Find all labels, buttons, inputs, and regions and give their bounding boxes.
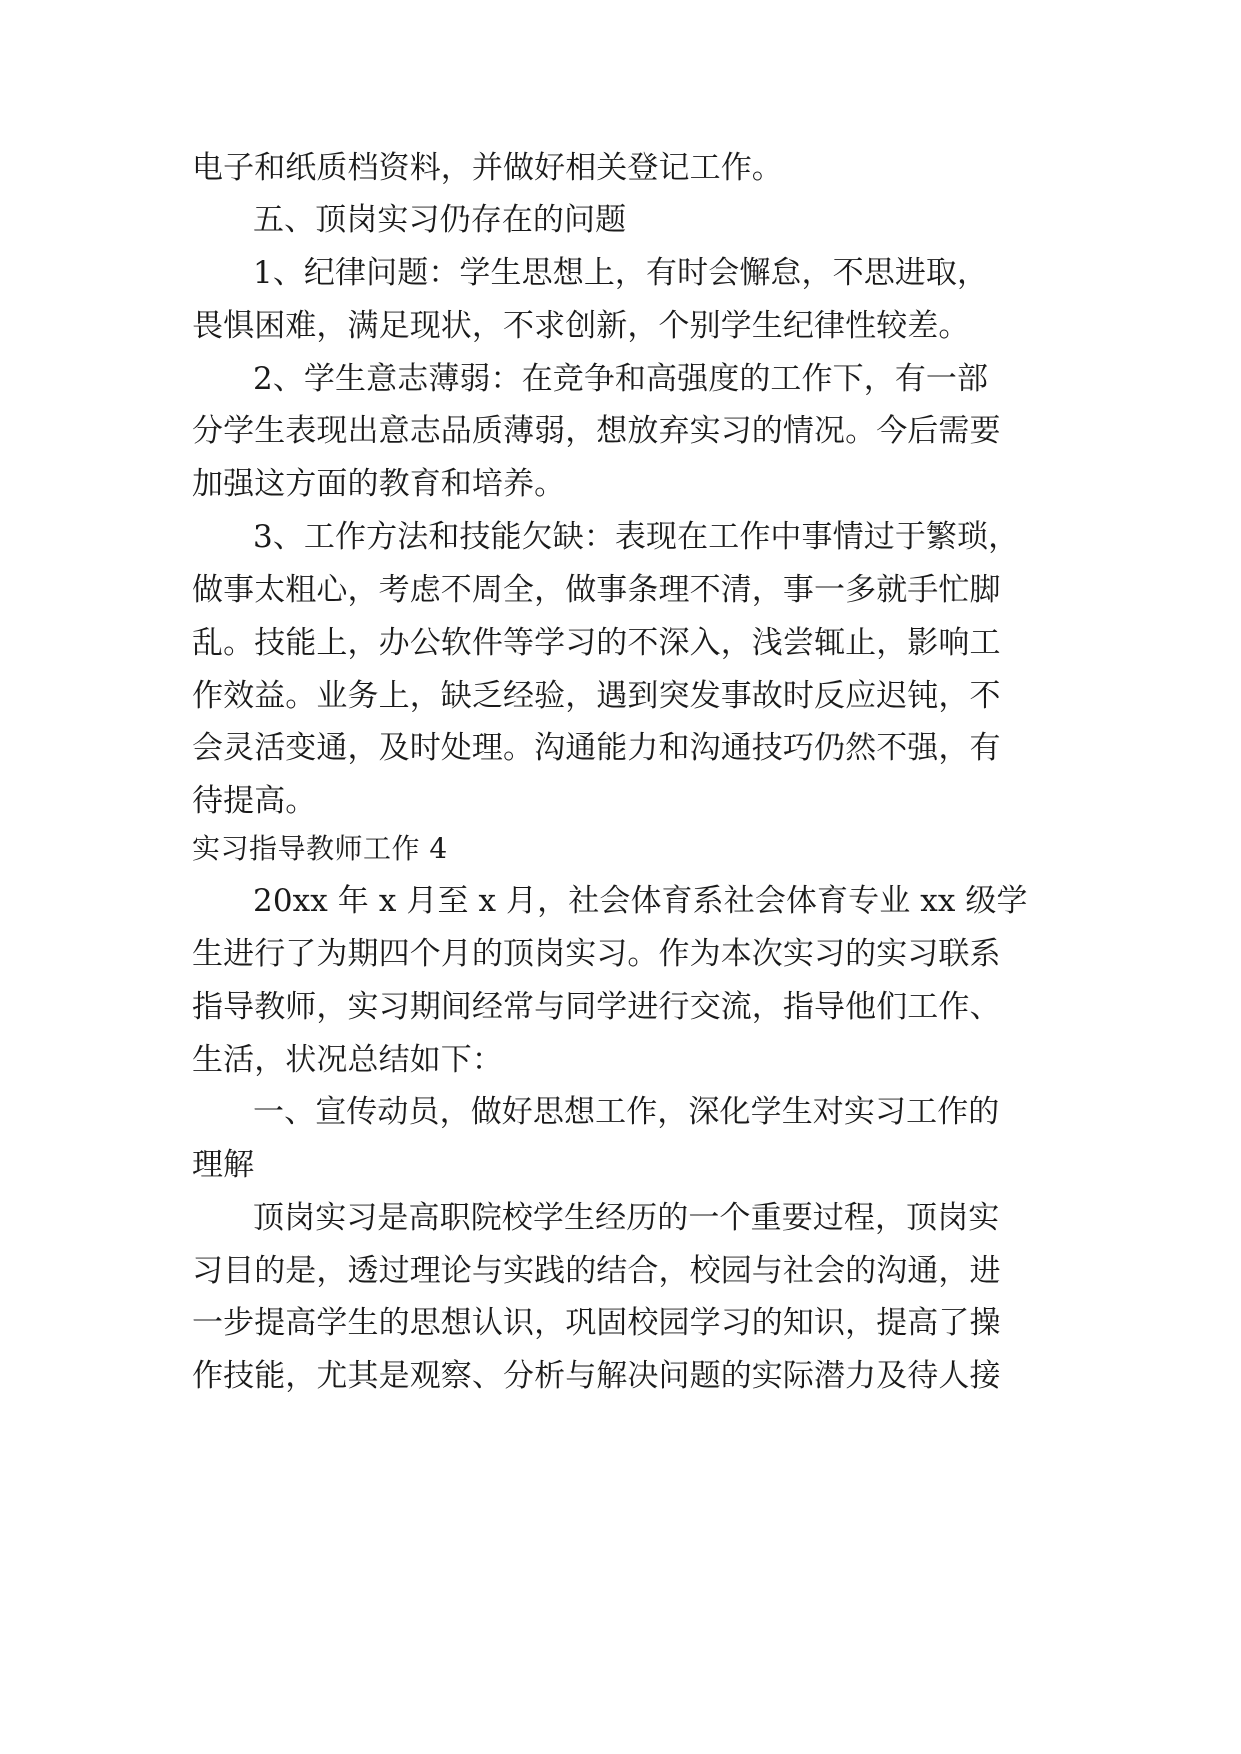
paragraph-line: 电子和纸质档资料，并做好相关登记工作。 xyxy=(192,150,783,186)
paragraph-line: 会灵活变通，及时处理。沟通能力和沟通技巧仍然不强，有 xyxy=(192,730,1001,766)
paragraph-line: 待提高。 xyxy=(192,783,317,819)
section-heading: 五、顶岗实习仍存在的问题 xyxy=(253,202,627,238)
paragraph-line: 做事太粗心，考虑不周全，做事条理不清，事一多就手忙脚 xyxy=(192,572,1001,608)
paragraph-line: 生进行了为期四个月的顶岗实习。作为本次实习的实习联系 xyxy=(192,936,1001,972)
paragraph-line: 加强这方面的教育和培养。 xyxy=(192,466,566,502)
paragraph-line: 3、工作方法和技能欠缺：表现在工作中事情过于繁琐， xyxy=(253,519,1020,555)
paragraph-line: 1、纪律问题：学生思想上，有时会懈怠，不思进取， xyxy=(253,255,989,291)
paragraph-line: 一步提高学生的思想认识，巩固校园学习的知识，提高了操 xyxy=(192,1305,1001,1341)
section-heading: 一、宣传动员，做好思想工作，深化学生对实习工作的 xyxy=(253,1094,1000,1130)
paragraph-line: 分学生表现出意志品质薄弱，想放弃实习的情况。今后需要 xyxy=(192,413,1001,449)
paragraph-line: 指导教师，实习期间经常与同学进行交流，指导他们工作、 xyxy=(192,989,1001,1025)
paragraph-line: 生活，状况总结如下： xyxy=(192,1042,503,1078)
paragraph-line: 2、学生意志薄弱：在竞争和高强度的工作下，有一部 xyxy=(253,361,989,397)
paragraph-line: 作效益。业务上，缺乏经验，遇到突发事故时反应迟钝，不 xyxy=(192,678,1001,714)
paragraph-line: 作技能，尤其是观察、分析与解决问题的实际潜力及待人接 xyxy=(192,1358,1001,1394)
paragraph-line: 乱。技能上，办公软件等学习的不深入，浅尝辄止，影响工 xyxy=(192,625,1001,661)
paragraph-line: 顶岗实习是高职院校学生经历的一个重要过程，顶岗实 xyxy=(253,1200,1000,1236)
paragraph-line: 20xx 年 x 月至 x 月，社会体育系社会体育专业 xx 级学 xyxy=(253,883,1028,919)
paragraph-line: 畏惧困难，满足现状，不求创新，个别学生纪律性较差。 xyxy=(192,308,970,344)
paragraph-line: 习目的是，透过理论与实践的结合，校园与社会的沟通，进 xyxy=(192,1253,1001,1289)
document-title: 实习指导教师工作 4 xyxy=(192,832,448,865)
section-heading-continued: 理解 xyxy=(192,1147,255,1183)
